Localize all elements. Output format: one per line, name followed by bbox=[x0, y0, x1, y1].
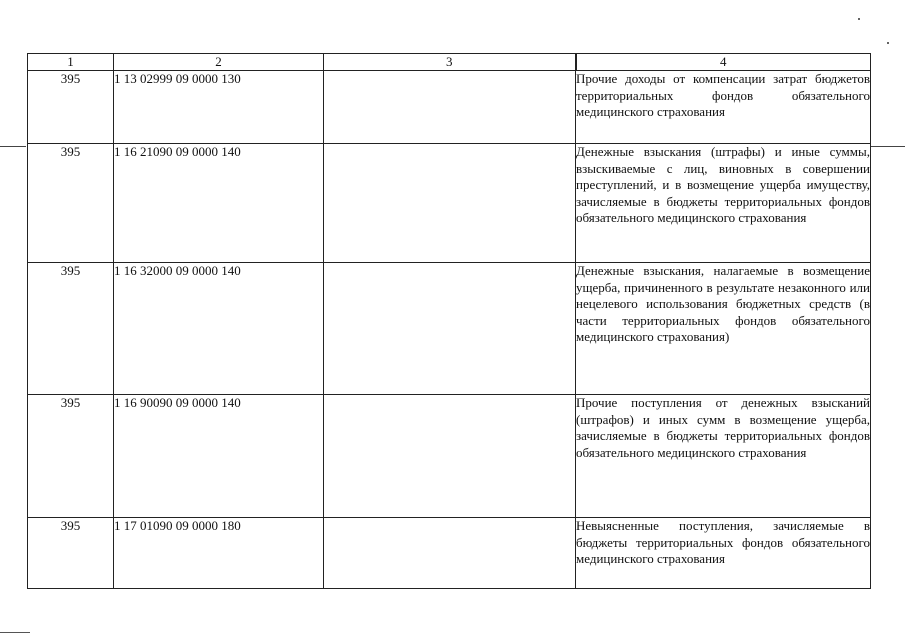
empty-cell bbox=[324, 144, 576, 263]
column-header-1: 1 bbox=[28, 54, 114, 71]
table-row bbox=[28, 263, 871, 395]
admin-code-cell: 395 bbox=[28, 395, 114, 518]
table-row bbox=[28, 144, 871, 263]
column-header-2: 2 bbox=[114, 54, 324, 71]
kbk-code-cell: 1 16 21090 09 0000 140 bbox=[114, 144, 324, 263]
revenue-name-cell: Прочие доходы от компенсации затрат бюджетов территориальных фондов обязательного медицинского страхования bbox=[576, 71, 871, 144]
column-header-4: 4 bbox=[576, 54, 871, 71]
kbk-code-cell: 1 17 01090 09 0000 180 bbox=[114, 518, 324, 589]
revenue-name-cell: Денежные взыскания (штрафы) и иные суммы, взыскиваемые с лиц, виновных в совершении преступлений, и в возмещение ущерба имуществу, зачисляемые в бюджеты территориальных фондов обязательного медицинского страхования bbox=[576, 144, 871, 263]
table-row bbox=[28, 518, 871, 589]
admin-code-cell: 395 bbox=[28, 144, 114, 263]
kbk-code-cell: 1 13 02999 09 0000 130 bbox=[114, 71, 324, 144]
budget-codes-table bbox=[27, 53, 871, 589]
empty-cell bbox=[324, 518, 576, 589]
table-row bbox=[28, 71, 871, 144]
revenue-name-cell: Денежные взыскания, налагаемые в возмещение ущерба, причиненного в результате незаконного или нецелевого использования бюджетных средств (в части территориальных фондов обязательного медицинского страхования) bbox=[576, 263, 871, 395]
scan-artifact-line-right bbox=[870, 146, 905, 147]
revenue-name-cell: Прочие поступления от денежных взысканий (штрафов) и иных сумм в возмещение ущерба, зачисляемые в бюджеты территориальных фондов обязательного медицинского страхования bbox=[576, 395, 871, 518]
empty-cell bbox=[324, 71, 576, 144]
table-header-row bbox=[28, 54, 871, 71]
column-header-3: 3 bbox=[324, 54, 576, 71]
kbk-code-cell: 1 16 32000 09 0000 140 bbox=[114, 263, 324, 395]
scan-artifact-dot bbox=[858, 18, 860, 20]
empty-cell bbox=[324, 395, 576, 518]
scan-artifact-line-left bbox=[0, 146, 26, 147]
table-row bbox=[28, 395, 871, 518]
scan-artifact-line-bottom bbox=[0, 632, 30, 633]
admin-code-cell: 395 bbox=[28, 71, 114, 144]
admin-code-cell: 395 bbox=[28, 518, 114, 589]
revenue-name-cell: Невыясненные поступления, зачисляемые в бюджеты территориальных фондов обязательного медицинского страхования bbox=[576, 518, 871, 589]
admin-code-cell: 395 bbox=[28, 263, 114, 395]
empty-cell bbox=[324, 263, 576, 395]
scan-artifact-dot bbox=[887, 42, 889, 44]
kbk-code-cell: 1 16 90090 09 0000 140 bbox=[114, 395, 324, 518]
